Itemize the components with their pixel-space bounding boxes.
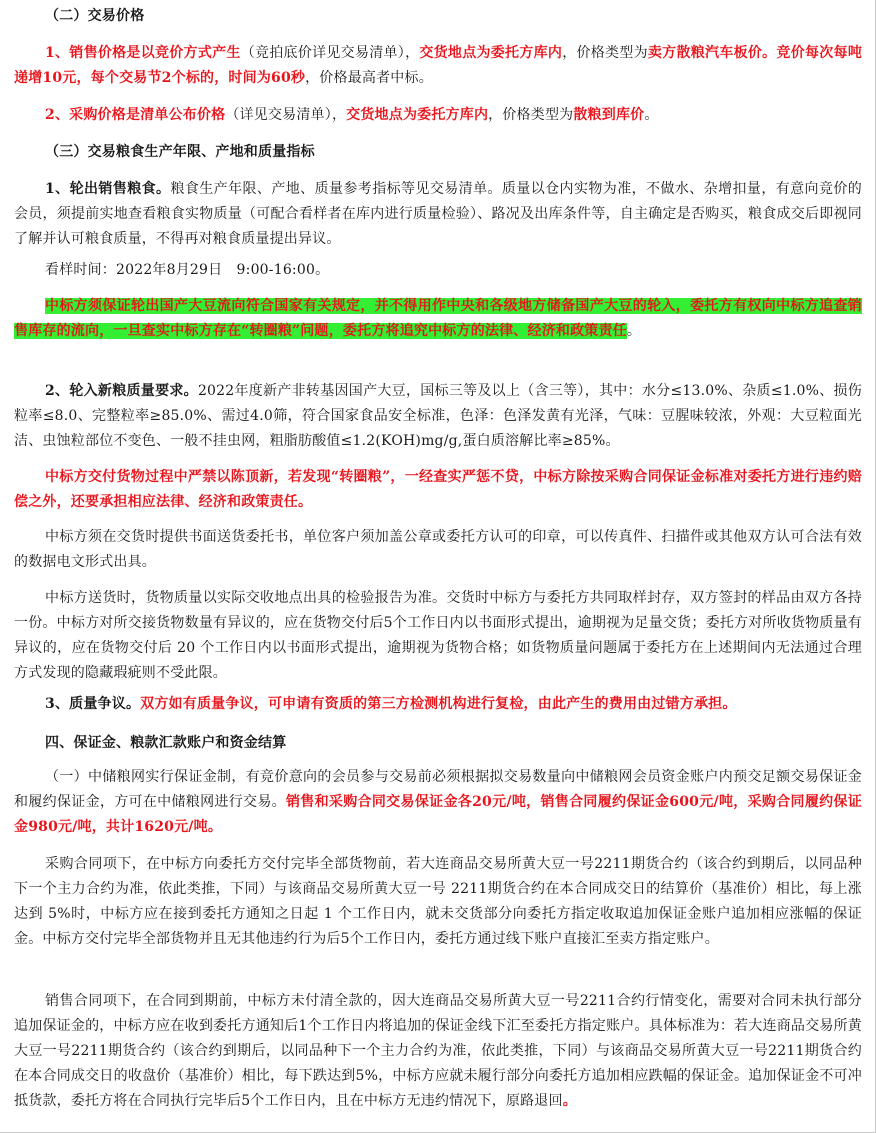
- margin-system-text: （一）中储粮网实行保证金制，有竞价意向的会员参与交易前必须根据拟交易数量向中储粮网会员资金账户内预交足额交易保证金和履约保证金，方可在中储粮网进行交易。: [14, 769, 862, 810]
- purchase-price-type-label: ，价格类型为: [488, 107, 574, 123]
- quality-dispute-title: 3、质量争议。: [45, 696, 141, 712]
- rotation-in-text: 2022年度新产非转基因国产大豆，国标三等及以上（含三等），其中：水分≤13.0%、杂质≤1.0%、损伤粒率≤8.0、完整粒率≥85.0%、需过4.0筛，符合国家食品安全标准，色泽：色泽发黄有光泽，气味：豆腥味较浓，外观：大豆粒面光洁、虫蚀粒部位不变色、一般不挂虫网，粗脂肪酸值≤1.2(KOH)mg/g,蛋白质溶解比率≥85%。: [14, 383, 862, 449]
- margin-amounts: 销售和采购合同交易保证金各20元/吨，销售合同履约保证金600元/吨，采购合同履约保证金980元/吨，共计1620元/吨。: [14, 794, 862, 835]
- sales-price-winner-rule: ，价格最高者中标。: [305, 70, 433, 86]
- section-heading-trade-price: （二）交易价格: [45, 8, 145, 24]
- sales-price-method: 1、销售价格是以竞价方式产生: [45, 45, 241, 61]
- highlighted-flow-end: 。: [626, 323, 642, 339]
- sales-price-reserve-note: （竞拍底价详见交易清单），: [240, 45, 420, 61]
- sales-price-paragraph: [14, 41, 862, 91]
- purchase-delivery-location: 交货地点为委托方库内: [346, 107, 489, 123]
- sales-delivery-location: 交货地点为委托方库内: [419, 45, 563, 61]
- quality-dispute-text: 双方如有质量争议，可申请有资质的第三方检测机构进行复检，由此产生的费用由过错方承担。: [140, 696, 737, 712]
- sales-price-type-rules: 卖方散粮汽车板价。竞价每次每吨递增10元，每个交易节2个标的，时间为60秒: [14, 45, 863, 86]
- purchase-price-method: 2、采购价格是清单公布价格: [45, 107, 226, 123]
- sales-price-type-label: ，价格类型为: [562, 45, 648, 61]
- purchase-price-paragraph: [14, 103, 862, 128]
- purchase-price-note: （详见交易清单），: [225, 107, 347, 123]
- highlighted-flow-requirement: [14, 294, 862, 344]
- margin-system-paragraph: [14, 765, 862, 840]
- section-heading-margin: 四、保证金、粮款汇款账户和资金结算: [45, 735, 287, 751]
- rotation-out-text: 粮食生产年限、产地、质量参考指标等见交易清单。质量以仓内实物为准，不做水、杂增扣量，有意向竞价的会员，须提前实地查看粮食实物质量（可配合看样者在库内进行质量检验）、路况及出库条件等，自主确定是否购买，粮食成交后即视同了解并认可粮食质量，不得再对粮食质量提出异议。: [14, 181, 862, 247]
- purchase-price-end: 。: [644, 107, 659, 123]
- sales-contract-end: 。: [562, 1093, 577, 1109]
- rotation-in-paragraph: [14, 379, 862, 454]
- quality-dispute-paragraph: [14, 692, 862, 717]
- sales-contract-text: 销售合同项下，在合同到期前，中标方未付清全款的，因大连商品交易所黄大豆一号2211合约行情变化，需要对合同未执行部分追加保证金的，中标方应在收到委托方通知后1个工作日内将追加的保证金线下汇至委托方指定账户。具体标准为：若大连商品交易所黄大豆一号2211期货合约（该合约到期后，以同品种下一个主力合约为准，依此类推，下同）与该商品交易所黄大豆一号2211期货合约在本合同成交日的收盘价（基准价）相比，每下跌达到5%，中标方应就未履行部分向委托方追加相应跌幅的保证金。追加保证金不可冲抵货款，委托方将在合同执行完毕后5个工作日内，且在中标方无违约情况下，原路退回: [14, 993, 862, 1109]
- sample-viewing-time: 看样时间：2022年8月29日 9:00-16:00。: [45, 262, 330, 278]
- sales-contract-paragraph: [14, 989, 862, 1114]
- rotation-in-title: 2、轮入新粮质量要求。: [45, 383, 198, 399]
- rotation-out-paragraph: [14, 177, 862, 252]
- purchase-contract-paragraph: 采购合同项下，在中标方向委托方交付完毕全部货物前，若大连商品交易所黄大豆一号2211期货合约（该合约到期后，以同品种下一个主力合约为准，依此类推，下同）与该商品交易所黄大豆一号 2211期货合约在本合同成交日的结算价（基准价）相比，每上涨达到 5%时，中标方应在接到委托方通知之日起 1 个工作日内，就未交货部分向委托方指定收取追加保证金账户追加相应涨幅的保证金。中标方交付完毕全部货物并且无其他违约行为后5个工作日内，委托方通过线下账户直接汇至卖方指定账户。: [14, 856, 862, 947]
- section-heading-grain-quality: （三）交易粮食生产年限、产地和质量指标: [45, 144, 315, 160]
- red-warning-paragraph: 中标方交付货物过程中严禁以陈顶新，若发现“转圈粮”，一经查实严惩不贷，中标方除按采购合同保证金标准对委托方进行违约赔偿之外，还要承担相应法律、经济和政策责任。: [14, 469, 862, 510]
- purchase-price-type: 散粮到库价: [573, 107, 645, 123]
- highlighted-flow-text: 中标方须保证轮出国产大豆流向符合国家有关规定，并不得用作中央和各级地方储备国产大豆的轮入，委托方有权向中标方追查销售库存的流向，一旦查实中标方存在“转圈粮”问题，委托方将追究中标方的法律、经济和政策责任: [14, 298, 862, 339]
- delivery-letter-paragraph: 中标方须在交货时提供书面送货委托书，单位客户须加盖公章或委托方认可的印章，可以传真件、扫描件或其他双方认可合法有效的数据电文形式出具。: [14, 529, 862, 570]
- quality-basis-paragraph: 中标方送货时，货物质量以实际交收地点出具的检验报告为准。交货时中标方与委托方共同取样封存，双方签封的样品由双方各持一份。中标方对所交接货物数量有异议的，应在货物交付后5个工作日内以书面形式提出，逾期视为足量交货；委托方对所收货物质量有异议的，应在货物交付后 20 个工作日内以书面形式提出，逾期视为货物合格；如货物质量问题属于委托方在上述期间内无法通过合理方式发现的隐藏瑕疵则不受此限。: [14, 590, 862, 681]
- rotation-out-title: 1、轮出销售粮食。: [45, 181, 171, 197]
